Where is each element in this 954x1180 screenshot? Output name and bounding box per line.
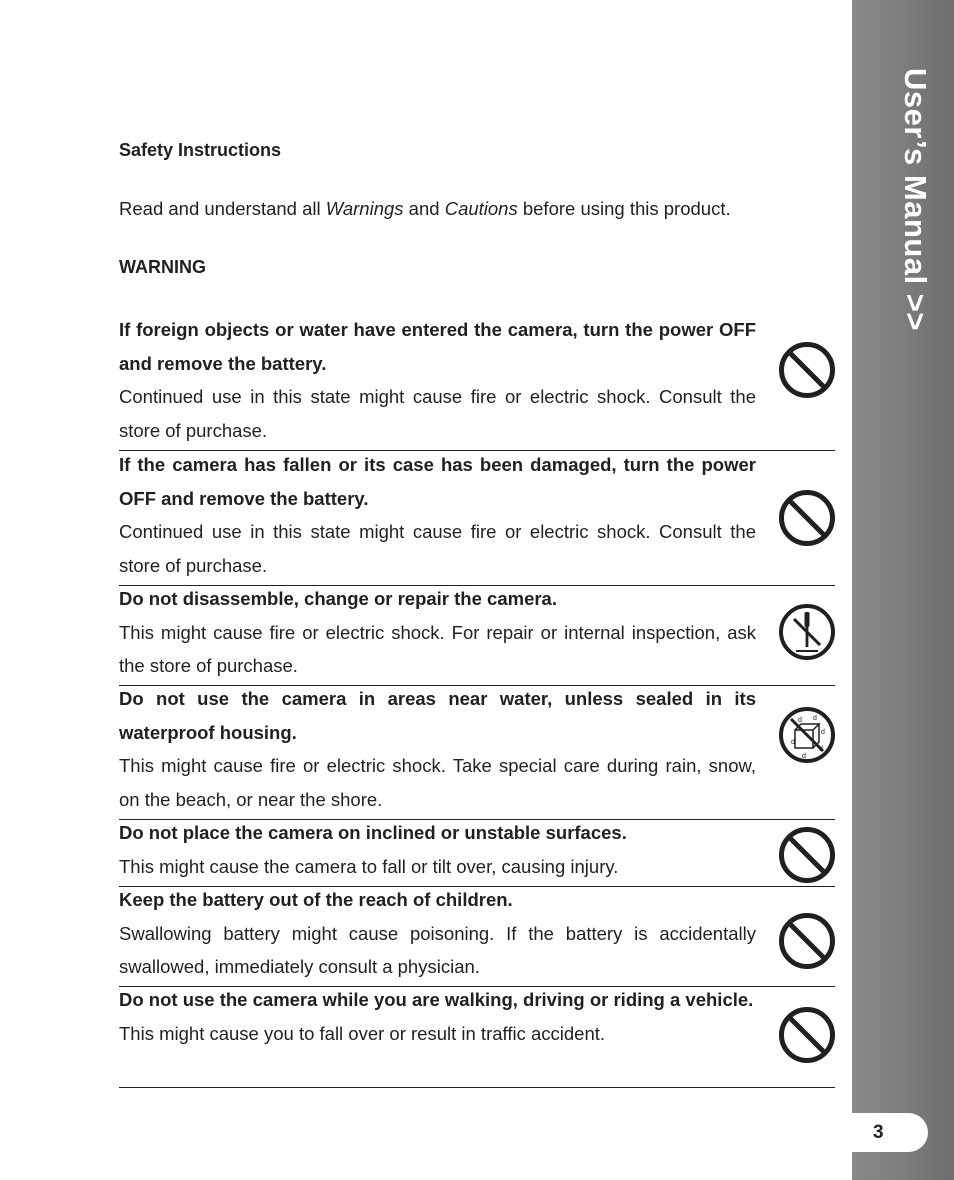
prohibited-icon: [778, 1006, 836, 1064]
sidebar-title: User’s Manual >>: [898, 68, 933, 332]
warning-item-text: [119, 682, 756, 816]
intro-text-middle: and: [403, 198, 445, 219]
warning-item-title: Do not use the camera in areas near water, unless sealed in its waterproof housing.: [119, 688, 756, 743]
warning-item-title: Keep the battery out of the reach of children.: [119, 889, 513, 910]
warning-item-text: [119, 983, 756, 1050]
warning-item-title: If the camera has fallen or its case has been damaged, turn the power OFF and remove the battery.: [119, 454, 756, 509]
warning-item-body: Swallowing battery might cause poisoning. If the battery is accidentally swallowed, immediately consult a physician.: [119, 922, 756, 977]
warning-item-title: Do not place the camera on inclined or unstable surfaces.: [119, 822, 627, 843]
no-disassembly-icon: [778, 603, 836, 661]
intro-text-before: Read and understand all: [119, 198, 326, 219]
no-water-icon: [778, 706, 836, 764]
intro-paragraph: [119, 198, 731, 220]
warning-item: [119, 983, 835, 1088]
warning-item-text: [119, 448, 756, 582]
intro-text-after: before using this product.: [517, 198, 731, 219]
warning-item-body: This might cause fire or electric shock. For repair or internal inspection, ask the store of purchase.: [119, 621, 756, 676]
warning-item-title: Do not use the camera while you are walking, driving or riding a vehicle.: [119, 989, 754, 1010]
warning-item-text: [119, 883, 756, 984]
warning-item: [119, 682, 835, 820]
divider: [119, 1087, 835, 1088]
section-heading: Safety Instructions: [119, 140, 282, 160]
warning-item: [119, 883, 835, 987]
warning-item-body: This might cause fire or electric shock. Take special care during rain, snow, on the beach, or near the shore.: [119, 755, 756, 810]
svg-text:d: d: [821, 729, 825, 736]
warning-item: [119, 448, 835, 586]
page-number-tab: [852, 1113, 928, 1152]
intro-cautions-term: Cautions: [444, 198, 518, 219]
warning-item-body: Continued use in this state might cause fire or electric shock. Consult the store of purchase.: [119, 386, 756, 441]
warning-item-title: If foreign objects or water have entered the camera, turn the power OFF and remove the battery.: [119, 319, 756, 374]
warning-item-text: [119, 816, 756, 883]
intro-warnings-term: Warnings: [325, 198, 404, 219]
warning-label: WARNING: [119, 257, 206, 277]
prohibited-icon: [778, 912, 836, 970]
svg-text:d: d: [798, 717, 802, 724]
warning-item-text: [119, 582, 756, 683]
warning-item: [119, 816, 835, 887]
prohibited-icon: [778, 489, 836, 547]
prohibited-icon: [778, 826, 836, 884]
svg-text:d: d: [791, 739, 795, 746]
svg-text:d: d: [802, 753, 806, 760]
page-number: 3: [873, 1122, 884, 1143]
warning-item-title: Do not disassemble, change or repair the camera.: [119, 588, 557, 609]
warning-item-text: [119, 313, 756, 447]
warning-item: [119, 582, 835, 686]
warning-item-body: This might cause the camera to fall or tilt over, causing injury.: [119, 855, 619, 877]
svg-text:d: d: [813, 715, 817, 722]
warning-item-body: This might cause you to fall over or result in traffic accident.: [119, 1022, 606, 1044]
warning-item-body: Continued use in this state might cause fire or electric shock. Consult the store of purchase.: [119, 521, 756, 576]
warning-item: [119, 313, 835, 451]
prohibited-icon: [778, 341, 836, 399]
